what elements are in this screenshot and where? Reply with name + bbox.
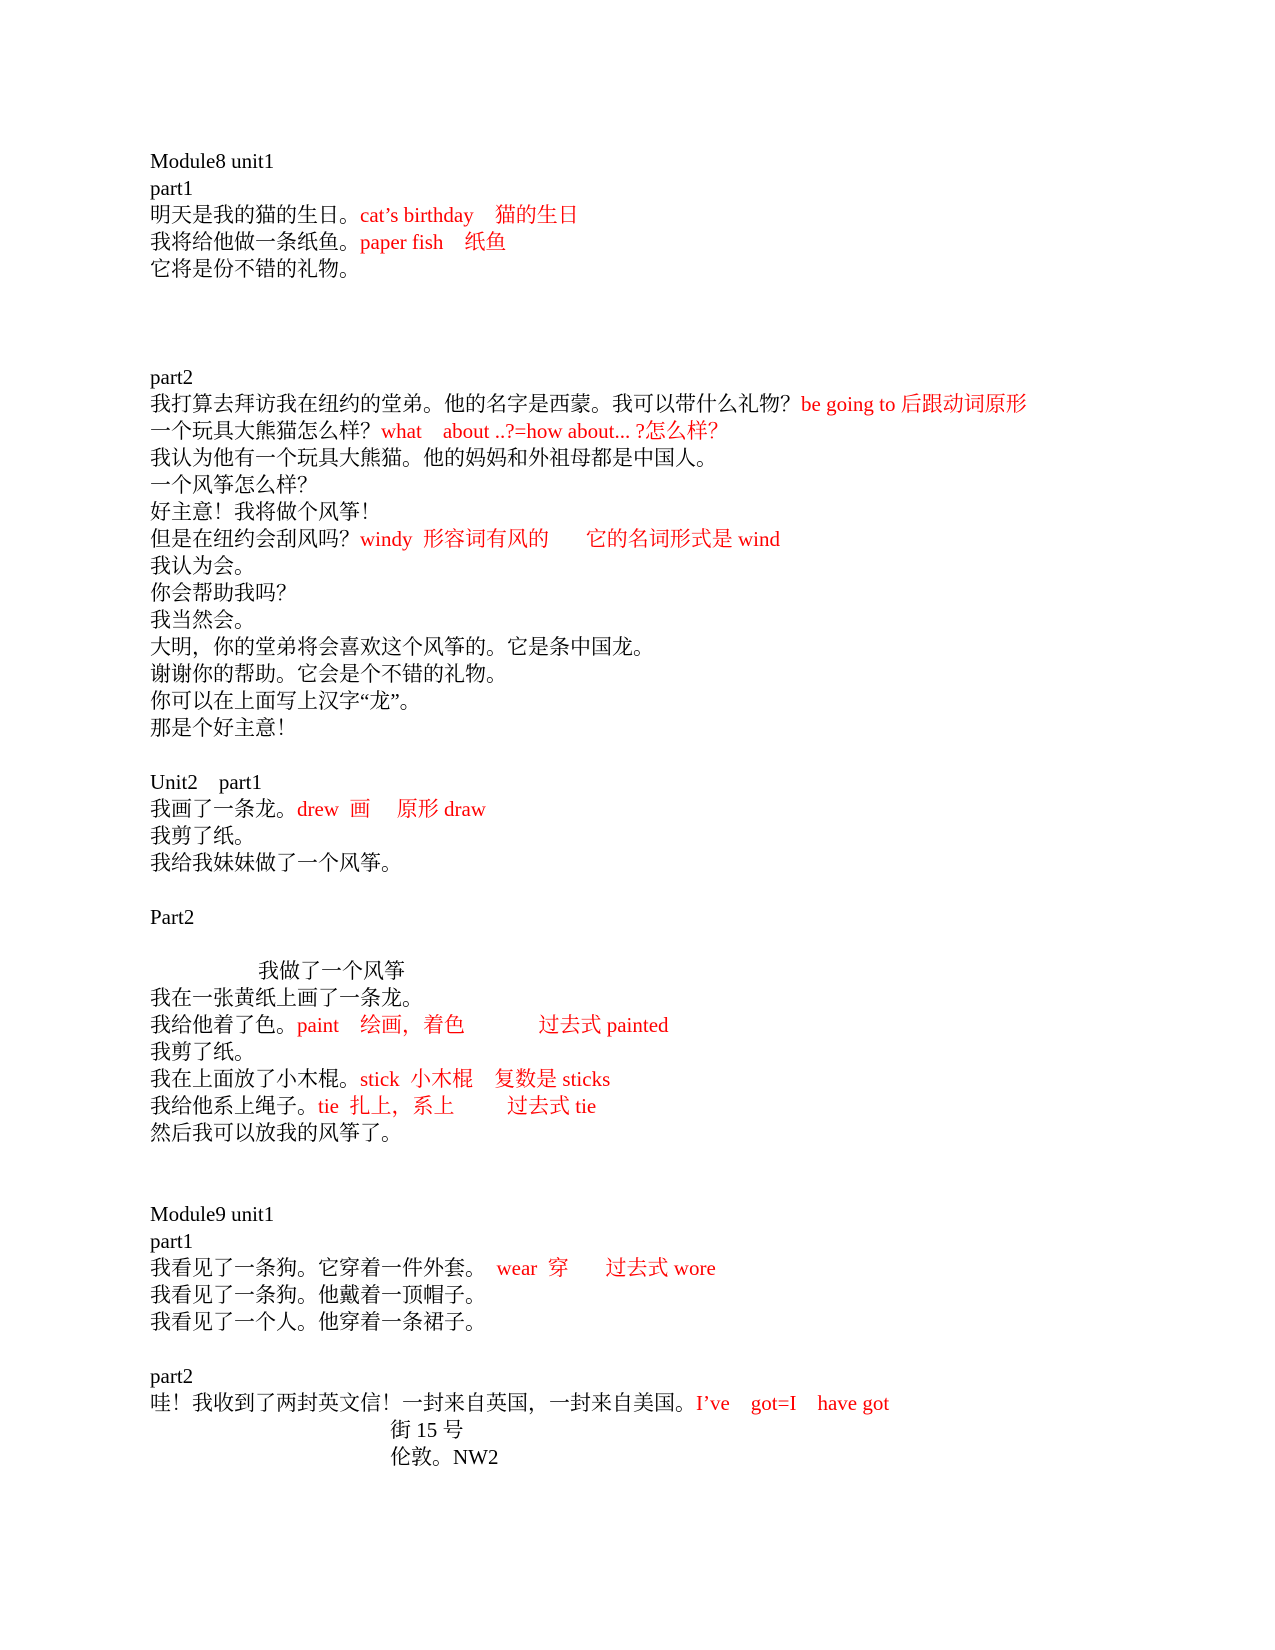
text-line [150, 1282, 1210, 1309]
chinese-text: 你会帮助我吗？ [150, 581, 297, 605]
chinese-text: 好主意！我将做个风筝！ [150, 500, 381, 524]
text-line [150, 661, 1210, 688]
spacer [150, 283, 1210, 310]
annotation: be going to 后跟动词原形 [801, 392, 1027, 416]
spacer [150, 310, 1210, 364]
text-line [150, 256, 1210, 283]
text-line [150, 472, 1210, 499]
chinese-text: 你可以在上面写上汉字“龙”。 [150, 689, 421, 713]
chinese-text: 我给他系上绳子。 [150, 1094, 318, 1118]
annotation: tie 扎上，系上 过去式 tie [318, 1094, 597, 1118]
annotation: what about ..?=how about... ?怎么样？ [381, 419, 729, 443]
chinese-text: 哇！我收到了两封英文信！一封来自英国，一封来自美国。 [150, 1391, 696, 1415]
chinese-text: 我画了一条龙。 [150, 797, 297, 821]
text-line [150, 1093, 1210, 1120]
chinese-text: 我打算去拜访我在纽约的堂弟。他的名字是西蒙。我可以带什么礼物？ [150, 392, 801, 416]
annotation: windy 形容词有风的 它的名词形式是 wind [360, 527, 780, 551]
chinese-text: 我看见了一个人。他穿着一条裙子。 [150, 1310, 486, 1334]
text-line [150, 553, 1210, 580]
unit2-part2-heading: Part2 [150, 905, 195, 929]
text-line [150, 985, 1210, 1012]
text-line [150, 229, 1210, 256]
annotation: stick 小木棍 复数是 sticks [360, 1067, 611, 1091]
text-line [150, 1039, 1210, 1066]
chinese-text: 我认为会。 [150, 554, 255, 578]
chinese-text: 我剪了纸。 [150, 824, 255, 848]
chinese-text: 我将给他做一条纸鱼。 [150, 230, 360, 254]
text-line [150, 1012, 1210, 1039]
chinese-text: 然后我可以放我的风筝了。 [150, 1121, 402, 1145]
chinese-text: 我剪了纸。 [150, 1040, 255, 1064]
text-line [150, 688, 1210, 715]
text-line [150, 607, 1210, 634]
part1-heading: part1 [150, 176, 194, 200]
chinese-text: 我当然会。 [150, 608, 255, 632]
annotation: drew 画 原形 draw [297, 797, 486, 821]
chinese-text: 我给我妹妹做了一个风筝。 [150, 851, 402, 875]
unit2-part1-heading: Unit2 part1 [150, 770, 262, 794]
chinese-text: 明天是我的猫的生日。 [150, 203, 360, 227]
text-line [150, 796, 1210, 823]
chinese-text: 它将是份不错的礼物。 [150, 257, 360, 281]
chinese-text: 那是个好主意！ [150, 716, 297, 740]
module9-heading: Module9 unit1 [150, 1202, 275, 1226]
text-line [150, 1066, 1210, 1093]
text-line [150, 391, 1210, 418]
passage-title: 我做了一个风筝 [258, 959, 405, 983]
annotation: I’ve got=I have got [696, 1391, 890, 1415]
text-line [150, 418, 1210, 445]
chinese-text: 谢谢你的帮助。它会是个不错的礼物。 [150, 662, 507, 686]
chinese-text: 一个玩具大熊猫怎么样？ [150, 419, 381, 443]
text-line [150, 1309, 1210, 1336]
chinese-text: 我认为他有一个玩具大熊猫。他的妈妈和外祖母都是中国人。 [150, 446, 717, 470]
spacer [150, 742, 1210, 769]
text-line [150, 526, 1210, 553]
annotation: paper fish 纸鱼 [360, 230, 507, 254]
annotation: wear 穿 过去式 wore [496, 1256, 716, 1280]
address-line: 伦敦。NW2 [390, 1445, 499, 1469]
part1-heading: part1 [150, 1229, 194, 1253]
document-body [150, 148, 1210, 1471]
spacer [150, 1336, 1210, 1363]
spacer [150, 877, 1210, 904]
chinese-text: 一个风筝怎么样？ [150, 473, 318, 497]
text-line [150, 499, 1210, 526]
chinese-text: 我看见了一条狗。他戴着一顶帽子。 [150, 1283, 486, 1307]
text-line [150, 445, 1210, 472]
chinese-text: 我给他着了色。 [150, 1013, 297, 1037]
text-line [150, 202, 1210, 229]
chinese-text: 我看见了一条狗。它穿着一件外套。 [150, 1256, 497, 1280]
spacer [150, 1147, 1210, 1201]
annotation: paint 绘画，着色 过去式 painted [297, 1013, 669, 1037]
chinese-text: 大明，你的堂弟将会喜欢这个风筝的。它是条中国龙。 [150, 635, 654, 659]
text-line [150, 1120, 1210, 1147]
module8-heading: Module8 unit1 [150, 149, 275, 173]
chinese-text: 我在一张黄纸上画了一条龙。 [150, 986, 423, 1010]
spacer [150, 931, 1210, 958]
address-line: 街 15 号 [390, 1418, 464, 1442]
part2-heading: part2 [150, 365, 194, 389]
part2-heading: part2 [150, 1364, 194, 1388]
chinese-text: 但是在纽约会刮风吗？ [150, 527, 360, 551]
text-line [150, 823, 1210, 850]
text-line [150, 715, 1210, 742]
text-line [150, 580, 1210, 607]
chinese-text: 我在上面放了小木棍。 [150, 1067, 360, 1091]
text-line [150, 1255, 1210, 1282]
text-line [150, 1390, 1210, 1417]
text-line [150, 850, 1210, 877]
text-line [150, 634, 1210, 661]
annotation: cat’s birthday 猫的生日 [360, 203, 579, 227]
